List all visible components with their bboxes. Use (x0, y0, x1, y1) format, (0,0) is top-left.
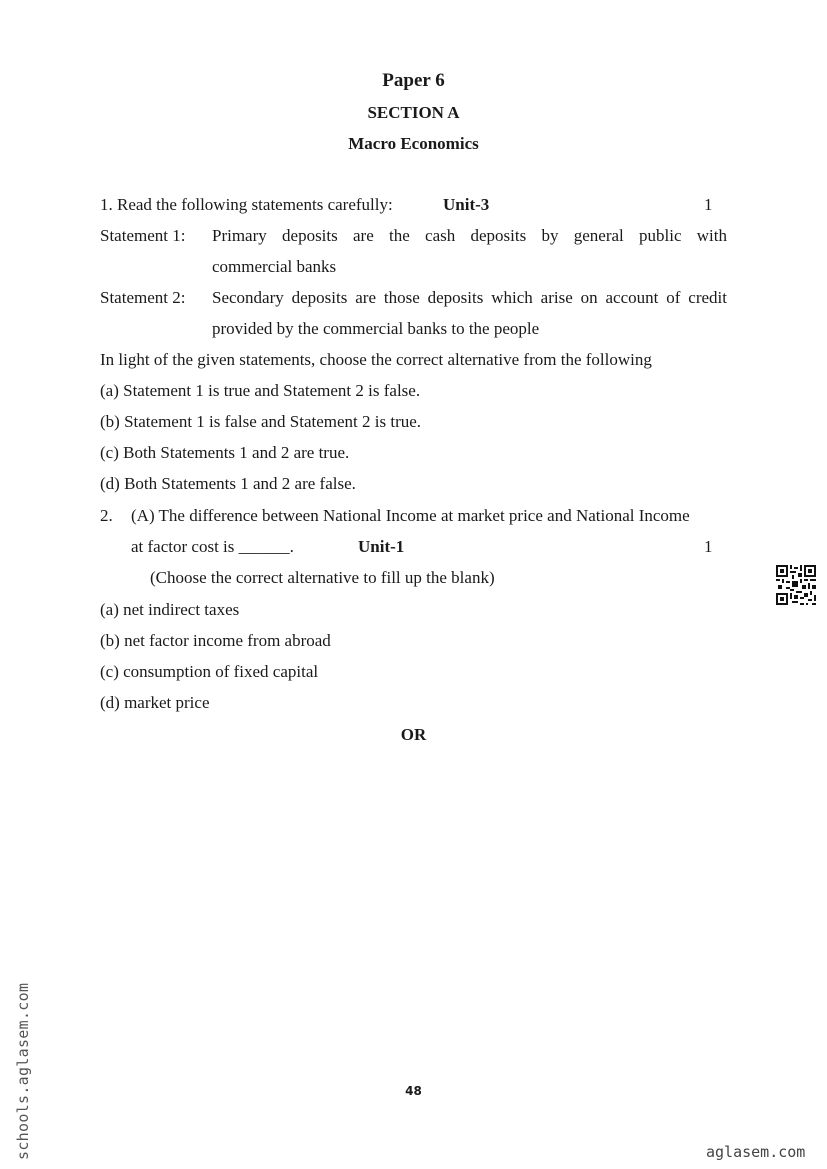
watermark-left: schools.aglasem.com (14, 982, 32, 1160)
page-number: 48 (405, 1084, 422, 1098)
or-separator: OR (400, 725, 427, 744)
statement1-line1: Primary deposits are the cash deposits by general public with (212, 226, 727, 245)
q1-option-d: (d) Both Statements 1 and 2 are false. (100, 474, 356, 493)
q1-option-c: (c) Both Statements 1 and 2 are true. (100, 443, 350, 462)
q1-marks: 1 (704, 195, 713, 214)
section-title: SECTION A (367, 103, 460, 122)
statement1-line2: commercial banks (212, 257, 337, 276)
q2-marks: 1 (704, 537, 713, 556)
statement2-label: Statement 2: (100, 288, 186, 307)
q2-option-a: (a) net indirect taxes (100, 600, 240, 619)
q2-line2: at factor cost is ______. (131, 537, 294, 556)
paper-title: Paper 6 (382, 70, 445, 91)
q1-option-b: (b) Statement 1 is false and Statement 2 is true. (100, 412, 422, 431)
statement1-text (212, 220, 727, 282)
q1-option-a: (a) Statement 1 is true and Statement 2 is false. (100, 381, 421, 400)
q2-line1: (A) The difference between National Income at market price and National Income (131, 506, 690, 525)
qr-code-icon (776, 565, 816, 605)
q1-intro: 1. Read the following statements carefully: (100, 195, 393, 214)
q2-option-b: (b) net factor income from abroad (100, 631, 331, 650)
statement2-line2: provided by the commercial banks to the people (212, 319, 540, 338)
q2-option-c: (c) consumption of fixed capital (100, 662, 319, 681)
q1-unit: Unit-3 (443, 195, 490, 214)
q2-option-d: (d) market price (100, 693, 210, 712)
statement2-line1: Secondary deposits are those deposits which arise on account of credit (212, 288, 727, 307)
subject-title: Macro Economics (348, 134, 479, 153)
statement1-label: Statement 1: (100, 226, 186, 245)
q1-instruction: In light of the given statements, choose the correct alternative from the following (100, 350, 652, 369)
watermark-right: aglasem.com (706, 1143, 806, 1161)
q2-unit: Unit-1 (358, 537, 405, 556)
q2-number: 2. (100, 506, 113, 525)
statement2-text (212, 282, 727, 344)
q2-instruction: (Choose the correct alternative to fill up the blank) (150, 568, 495, 587)
